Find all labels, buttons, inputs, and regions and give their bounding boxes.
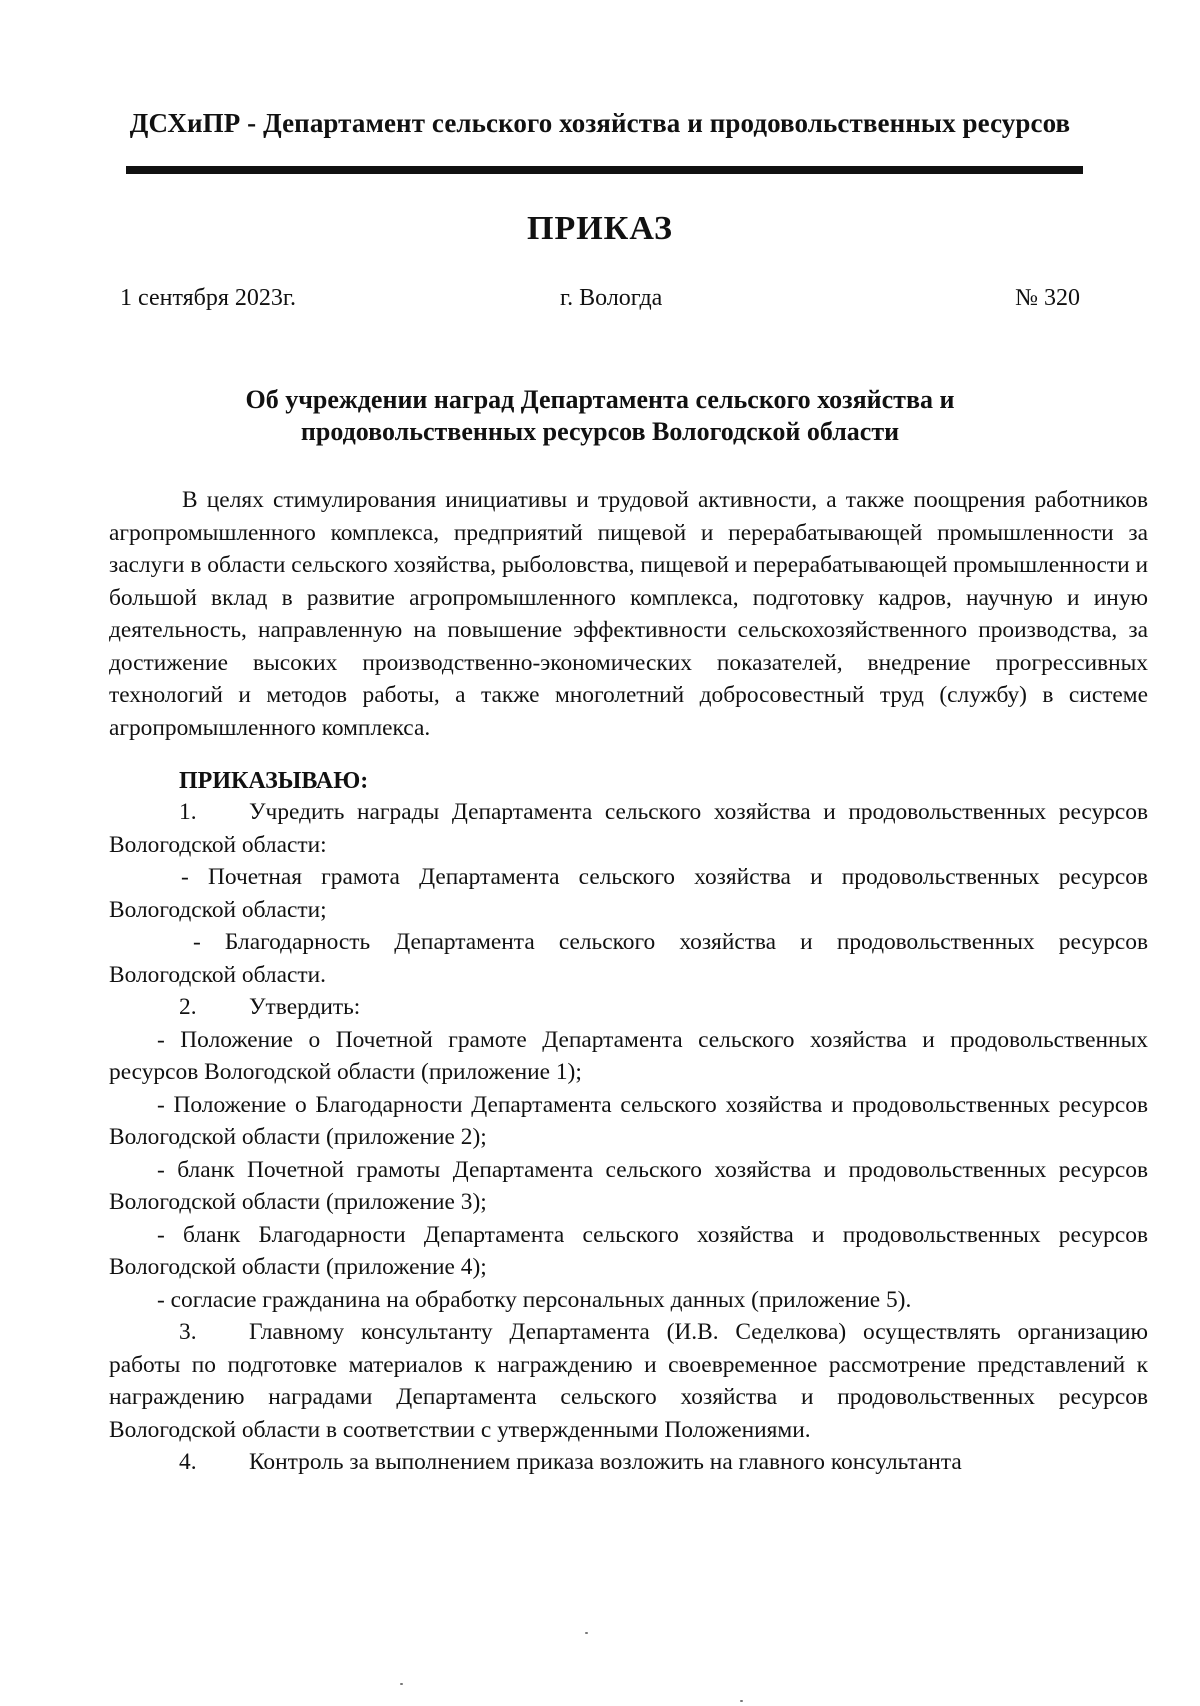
item-text: Контроль за выполнением приказа возложить на главного консультанта — [249, 1449, 962, 1475]
item-2-bullet-3: - бланк Почетной грамоты Департамента сельского хозяйства и продовольственных ресурсов Вологодской области (приложение 3); — [109, 1156, 1148, 1215]
item-2-bullet-5: - согласие гражданина на обработку персональных данных (приложение 5). — [157, 1286, 912, 1313]
order-item-2 — [109, 991, 1148, 1024]
document-subject: Об учреждении наград Департамента сельского хозяйства и продовольственных ресурсов Вологодской области — [245, 385, 955, 446]
item-1-bullet-1: - Почетная грамота Департамента сельского хозяйства и продовольственных ресурсов Вологодской области; — [109, 864, 1148, 923]
order-keyword: ПРИКАЗЫВАЮ: — [179, 768, 369, 794]
item-number: 2. — [179, 994, 197, 1020]
scan-speck — [585, 1632, 588, 1634]
item-number: 4. — [179, 1449, 197, 1475]
item-number: 3. — [179, 1319, 197, 1345]
item-text: Утвердить: — [249, 994, 361, 1020]
scan-speck — [400, 1683, 403, 1685]
item-text: Главному консультанту Департамента (И.В. Седелкова) осуществлять организацию работы по подготовке материалов к награждению и своевременное рассмотрение представлений к награждению наградами Департамента сельского хозяйства и продовольственных ресурсов Вологодской области в соответствии с утвержденными Положениями. — [109, 1319, 1148, 1443]
document-body — [109, 484, 1148, 1479]
item-2-bullet-4: - бланк Благодарности Департамента сельского хозяйства и продовольственных ресурсов Вологодской области (приложение 4); — [109, 1221, 1148, 1280]
organization-header: ДСХиПР - Департамент сельского хозяйства и продовольственных ресурсов — [129, 108, 1071, 138]
item-1-bullet-2: - Благодарность Департамента сельского хозяйства и продовольственных ресурсов Вологодской области. — [109, 929, 1148, 988]
order-item-1 — [109, 796, 1148, 861]
preamble-paragraph: В целях стимулирования инициативы и трудовой активности, а также поощрения работников агропромышленного комплекса, предприятий пищевой и перерабатывающей промышленности за заслуги в области сельского хозяйства, рыболовства, пищевой и перерабатывающей промышленности и большой вклад в развитие агропромышленного комплекса, подготовку кадров, научную и иную деятельность, направленную на повышение эффективности сельскохозяйственного производства, за достижение высоких производственно-экономических показателей, внедрение прогрессивных технологий и методов работы, а также многолетний добросовестный труд (службу) в системе агропромышленного комплекса. — [109, 487, 1148, 741]
scan-speck — [740, 1700, 743, 1702]
document-type-title: ПРИКАЗ — [527, 210, 673, 247]
order-item-4 — [109, 1446, 1148, 1479]
item-2-bullet-1: - Положение о Почетной грамоте Департамента сельского хозяйства и продовольственных ресурсов Вологодской области (приложение 1); — [109, 1026, 1148, 1085]
item-number: 1. — [179, 799, 197, 825]
document-city: г. Вологда — [560, 285, 663, 311]
item-text: Учредить награды Департамента сельского хозяйства и продовольственных ресурсов Вологодской области: — [109, 799, 1148, 858]
header-divider — [126, 166, 1083, 174]
item-2-bullet-2: - Положение о Благодарности Департамента сельского хозяйства и продовольственных ресурсов Вологодской области (приложение 2); — [109, 1091, 1148, 1150]
document-meta-row — [120, 285, 1080, 319]
document-number: № 320 — [1015, 285, 1080, 311]
order-item-3 — [109, 1316, 1148, 1446]
document-date: 1 сентября 2023г. — [120, 285, 297, 311]
